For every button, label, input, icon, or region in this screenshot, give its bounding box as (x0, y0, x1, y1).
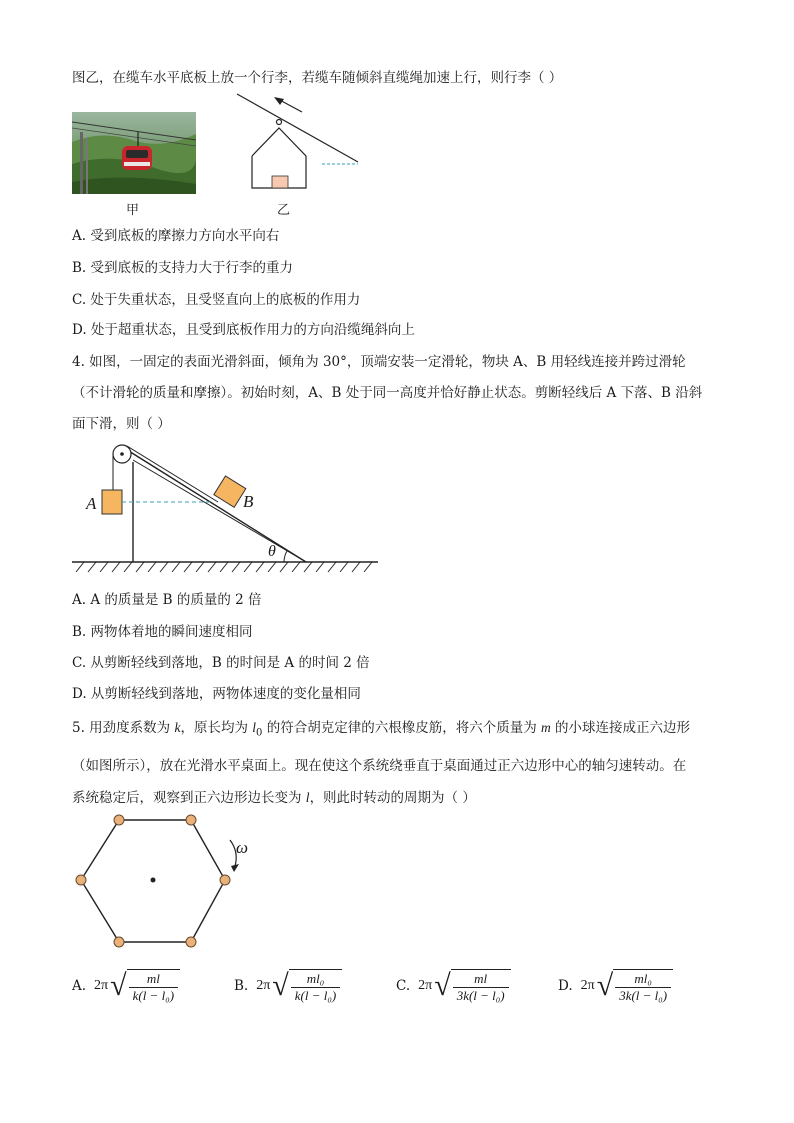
q3-option-b: B. 受到底板的支持力大于行李的重力 (72, 260, 294, 276)
figure-label-yi: 乙 (277, 203, 291, 218)
cable-car-schematic (232, 90, 366, 200)
q4-option-a: A. A 的质量是 B 的质量的 2 倍 (72, 592, 262, 608)
q5-option-b: B. 2π √ $\frac{\text{ml₀}}{\text{k(l − l₀)}}$ (234, 962, 342, 1010)
theta-label: θ (268, 543, 276, 560)
block-a-label: A (86, 494, 97, 513)
q4-option-c: C. 从剪断轻线到落地，B 的时间是 A 的时间 2 倍 (72, 655, 370, 671)
q4-stem-line-3: 面下滑，则（ ） (72, 416, 171, 432)
q4-stem-line-1: 4. 如图，一固定的表面光滑斜面，倾角为 30°，顶端安装一定滑轮，物块 A、B 用轻线连接并跨过滑轮 (72, 354, 686, 370)
q3-option-a: A. 受到底板的摩擦力方向水平向右 (72, 228, 280, 244)
q4-stem-line-2: （不计滑轮的质量和摩擦）。初始时刻，A、B 处于同一高度并恰好静止状态。剪断轻线后 A 下落、B 沿斜 (72, 385, 703, 401)
q5-option-a: A. 2π √ $\frac{ml}{\text{k(l − l₀)}}$ (72, 962, 180, 1010)
q4-option-d: D. 从剪断轻线到落地，两物体速度的变化量相同 (72, 686, 361, 702)
cable-car-photo (72, 112, 196, 198)
omega-label: ω (236, 838, 249, 857)
q5-stem-line-3: 系统稳定后，观察到正六边形边长变为 l，则此时转动的周期为（ ） (72, 790, 476, 806)
q5-option-c: C. 2π √ $\frac{ml}{\text{3k(l − l₀)}}$ (396, 962, 511, 1010)
q5-option-d: D. 2π √ $\frac{\text{ml₀}}{\text{3k(l − l₀)}}$ (558, 962, 673, 1010)
block-b-label: B (243, 492, 254, 511)
q5-stem-line-1: 5. 用劲度系数为 k，原长均为 $l_0$ 的符合胡克定律的六根橡皮筋，将六个质量为 m 的小球连接成正六边形 (72, 720, 691, 739)
figure-label-jia: 甲 (126, 203, 140, 218)
incline-pulley-diagram (72, 440, 382, 580)
q3-stem: 图乙，在缆车水平底板上放一个行李，若缆车随倾斜直缆绳加速上行，则行李（ ） (72, 70, 563, 86)
q3-option-d: D. 处于超重状态，且受到底板作用力的方向沿缆绳斜向上 (72, 322, 415, 338)
q5-stem-line-2: （如图所示），放在光滑水平桌面上。现在使这个系统绕垂直于桌面通过正六边形中心的轴匀速转动。在 (72, 758, 687, 774)
hexagon-diagram (72, 812, 272, 956)
q3-option-c: C. 处于失重状态，且受竖直向上的底板的作用力 (72, 292, 361, 308)
q4-option-b: B. 两物体着地的瞬间速度相同 (72, 624, 253, 640)
